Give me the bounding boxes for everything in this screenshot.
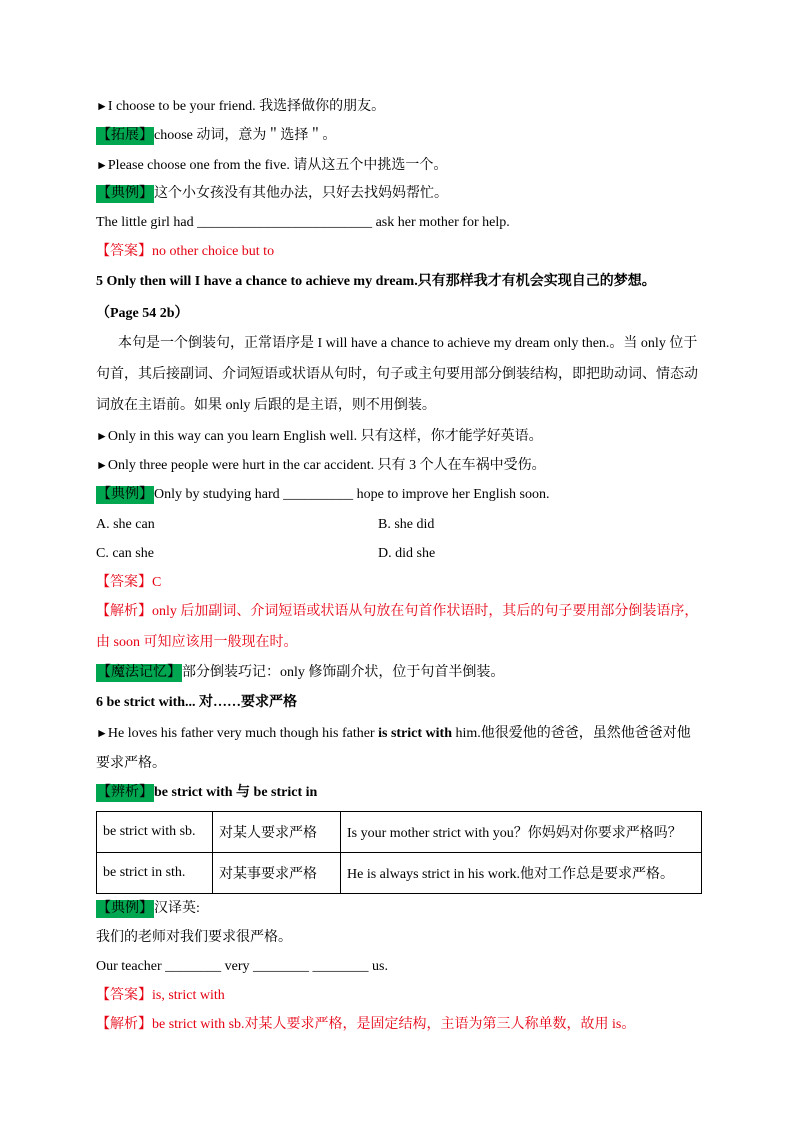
fill-blank-sentence: Our teacher ________ very ________ ________ us. [96, 959, 389, 974]
table-cell: 对某事要求严格 [213, 853, 341, 894]
table-cell: be strict in sth. [97, 853, 213, 894]
typical-example-line: 【典例】汉译英: [97, 901, 200, 916]
answer-line: 【答案】is, strict with [96, 988, 225, 1003]
option-a: A. she can [96, 517, 155, 532]
analysis-line: 【解析】be strict with sb.对某人要求严格，是固定结构，主语为第三人称单数，故用 is。 [96, 1017, 636, 1032]
answer-line: 【答案】C [96, 575, 162, 590]
extension-line: 【拓展】choose 动词，意为＂选择＂。 [97, 128, 337, 143]
table-cell: He is always strict in his work.他对工作总是要求严格。 [341, 853, 702, 894]
comparison-table [96, 811, 702, 894]
table-cell: Is your mother strict with you？你妈妈对你要求严格吗？ [341, 812, 702, 853]
explanation-paragraph-line: 本句是一个倒装句，正常语序是 I will have a chance to achieve my dream only then.。当 only 位于 [118, 336, 698, 351]
extension-tag: 【拓展】 [97, 128, 153, 143]
section-heading-5: 5 Only then will I have a chance to achieve my dream.只有那样我才有机会实现自己的梦想。 [96, 274, 656, 289]
table-row [97, 812, 702, 853]
example-sentence-continued: 要求严格。 [96, 756, 166, 771]
memory-tip-line: 【魔法记忆】部分倒装巧记：only 修饰副介状，位于句首半倒装。 [97, 665, 505, 680]
example-sentence: ►I choose to be your friend. 我选择做你的朋友。 [96, 99, 386, 114]
analysis-line: 由 soon 可知应该用一般现在时。 [96, 635, 298, 650]
example-sentence: ►Please choose one from the five. 请从这五个中挑选一个。 [96, 158, 448, 173]
typical-example-line: 【典例】这个小女孩没有其他办法，只好去找妈妈帮忙。 [97, 186, 448, 201]
page-reference: （Page 54 2b） [96, 306, 189, 321]
comparison-line: 【辨析】be strict with 与 be strict in [97, 785, 318, 800]
explanation-paragraph-line: 词放在主语前。如果 only 后跟的是主语，则不用倒装。 [96, 398, 436, 413]
example-sentence: ►He loves his father very much though his father is strict with him.他很爱他的爸爸，虽然他爸爸对他 [96, 726, 691, 741]
translation-prompt: 我们的老师对我们要求很严格。 [96, 930, 292, 945]
typical-example-line: 【典例】Only by studying hard __________ hope to improve her English soon. [97, 487, 550, 502]
fill-blank-sentence: The little girl had _________________________ ask her mother for help. [96, 215, 510, 230]
arrow-icon: ► [96, 458, 108, 472]
answer-line: 【答案】no other choice but to [96, 244, 275, 259]
example-tag: 【典例】 [97, 901, 153, 916]
example-sentence: ►Only three people were hurt in the car accident. 只有 3 个人在车祸中受伤。 [96, 458, 546, 473]
comparison-tag: 【辨析】 [97, 785, 153, 800]
table-cell: 对某人要求严格 [213, 812, 341, 853]
example-tag: 【典例】 [97, 186, 153, 201]
analysis-line: 【解析】only 后加副词、介词短语或状语从句放在句首作状语时，其后的句子要用部分倒装语序， [96, 604, 699, 619]
section-heading-6: 6 be strict with... 对……要求严格 [96, 695, 298, 710]
example-sentence: ►Only in this way can you learn English well. 只有这样，你才能学好英语。 [96, 429, 543, 444]
highlight-phrase: is strict with [378, 726, 452, 741]
example-tag: 【典例】 [97, 487, 153, 502]
memory-tag: 【魔法记忆】 [97, 665, 181, 680]
arrow-icon: ► [96, 429, 108, 443]
arrow-icon: ► [96, 99, 108, 113]
explanation-paragraph-line: 句首，其后接副词、介词短语或状语从句时，句子或主句要用部分倒装结构，即把助动词、情态动 [96, 367, 698, 382]
arrow-icon: ► [96, 158, 108, 172]
table-row [97, 853, 702, 894]
option-d: D. did she [378, 546, 436, 561]
option-b: B. she did [378, 517, 435, 532]
option-c: C. can she [96, 546, 154, 561]
table-cell: be strict with sb. [97, 812, 213, 853]
arrow-icon: ► [96, 726, 108, 740]
